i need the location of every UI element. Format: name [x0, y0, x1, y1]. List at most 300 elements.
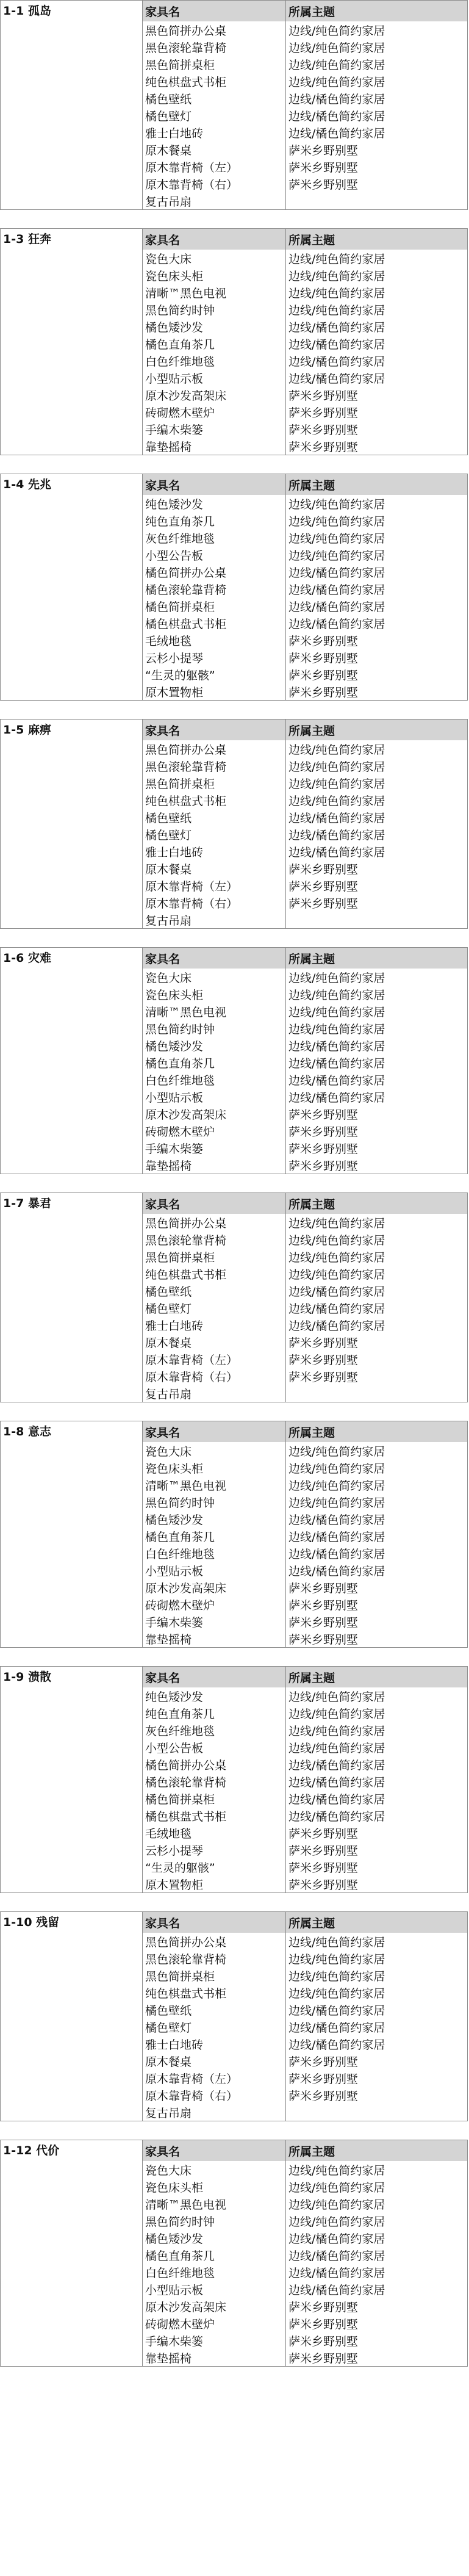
theme-cell: 萨米乡野别墅 — [288, 668, 359, 682]
theme-cell: 边线/纯色简约家居 — [288, 497, 385, 511]
theme-cell: 萨米乡野别墅 — [288, 634, 359, 648]
furniture-name-cell: 复古吊扇 — [145, 1387, 192, 1401]
column-divider — [285, 948, 286, 1174]
table-row — [143, 1510, 467, 1528]
furniture-name-cell: 原木沙发高架床 — [145, 2300, 227, 2314]
furniture-name-cell: 云杉小提琴 — [145, 651, 204, 665]
theme-cell: 边线/橘色简约家居 — [288, 109, 385, 123]
furniture-name-cell: 原木靠背椅（右） — [145, 1370, 238, 1384]
theme-cell: 萨米乡野别墅 — [288, 440, 359, 454]
theme-cell: 边线/纯色简约家居 — [288, 1445, 385, 1459]
theme-column-header: 所属主题 — [288, 1916, 335, 1930]
level-title: 1-4 先兆 — [3, 478, 51, 491]
furniture-name-cell: 原木靠背椅（左） — [145, 1353, 238, 1367]
table-row — [143, 1773, 467, 1790]
furniture-name-cell: 靠垫摇椅 — [145, 1159, 192, 1173]
furniture-column-header: 家具名 — [145, 1197, 181, 1211]
theme-cell: 边线/纯色简约家居 — [288, 971, 385, 985]
furniture-name-cell: 原木餐桌 — [145, 862, 192, 876]
column-divider — [142, 229, 143, 455]
table-header-row — [143, 1, 467, 21]
level-title: 1-7 暴君 — [3, 1197, 51, 1210]
theme-column-header: 所属主题 — [288, 1197, 335, 1211]
theme-cell: 边线/橘色简约家居 — [288, 828, 385, 842]
table-row — [143, 420, 467, 438]
column-divider — [142, 2140, 143, 2366]
theme-cell: 边线/橘色简约家居 — [288, 1758, 385, 1772]
theme-cell: 萨米乡野别墅 — [288, 879, 359, 893]
table-row — [143, 666, 467, 683]
table-row — [143, 1756, 467, 1773]
theme-cell: 边线/橘色简约家居 — [288, 1056, 385, 1070]
furniture-name-cell: 原木靠背椅（左） — [145, 2072, 238, 2086]
table-row — [143, 1476, 467, 1493]
furniture-name-cell: 原木置物柜 — [145, 1878, 204, 1892]
theme-cell: 萨米乡野别墅 — [288, 1353, 359, 1367]
furniture-name-cell: 纯色棋盘式书柜 — [145, 1268, 227, 1282]
theme-column-header: 所属主题 — [288, 5, 335, 19]
furniture-name-cell: 瓷色大床 — [145, 252, 192, 266]
furniture-name-cell: 纯色棋盘式书柜 — [145, 1986, 227, 2001]
column-divider — [285, 1912, 286, 2121]
theme-cell: 边线/纯色简约家居 — [288, 1935, 385, 1949]
theme-cell: 边线/纯色简约家居 — [288, 58, 385, 72]
theme-cell: 边线/纯色简约家居 — [288, 1707, 385, 1721]
table-row — [143, 158, 467, 175]
furniture-name-cell: 雅士白地砖 — [145, 126, 204, 140]
furniture-name-cell: 黑色简拼桌柜 — [145, 1969, 215, 1983]
theme-cell: 边线/橘色简约家居 — [288, 2249, 385, 2263]
column-divider — [285, 1421, 286, 1647]
theme-cell — [288, 2104, 465, 2121]
furniture-name-cell: 清晰™黑色电视 — [145, 286, 227, 300]
theme-cell: 边线/橘色简约家居 — [288, 2004, 385, 2018]
furniture-name-cell: 原木餐桌 — [145, 1336, 192, 1350]
table-row — [143, 2281, 467, 2298]
table-row — [143, 267, 467, 284]
theme-cell: 边线/纯色简约家居 — [288, 1268, 385, 1282]
table-header-row — [143, 720, 467, 740]
level-title: 1-12 代价 — [3, 2144, 60, 2157]
table-row — [143, 860, 467, 877]
theme-cell: 萨米乡野别墅 — [288, 862, 359, 876]
theme-column-header: 所属主题 — [288, 724, 335, 738]
theme-cell: 边线/纯色简约家居 — [288, 777, 385, 791]
table-row — [143, 38, 467, 56]
column-divider — [285, 1667, 286, 1892]
table-row — [143, 1722, 467, 1739]
table-header-row — [143, 1193, 467, 1214]
theme-cell — [288, 911, 465, 928]
table-row — [143, 1139, 467, 1156]
furniture-name-cell: 靠垫摇椅 — [145, 2351, 192, 2365]
theme-cell: 边线/纯色简约家居 — [288, 269, 385, 283]
column-divider — [285, 474, 286, 700]
table-row — [143, 546, 467, 563]
column-divider — [142, 1193, 143, 1402]
furniture-name-cell: 纯色直角茶几 — [145, 514, 215, 529]
furniture-name-cell: 白色纤维地毯 — [145, 1073, 215, 1088]
furniture-name-cell: 橘色壁纸 — [145, 92, 192, 106]
table-row — [143, 1231, 467, 1248]
furniture-name-cell: 雅士白地砖 — [145, 2038, 204, 2052]
furniture-name-cell: 橘色直角茶几 — [145, 1056, 215, 1070]
table-row — [143, 318, 467, 335]
theme-cell: 边线/纯色简约家居 — [288, 794, 385, 808]
table-row — [143, 1214, 467, 1231]
furniture-name-cell: 原木靠背椅（左） — [145, 879, 238, 893]
furniture-name-cell: 手编木柴篓 — [145, 423, 204, 437]
level-section — [0, 1911, 468, 2121]
table-row — [143, 1875, 467, 1892]
furniture-name-cell: 清晰™黑色电视 — [145, 1479, 227, 1493]
theme-cell: 边线/纯色简约家居 — [288, 1005, 385, 1019]
table-header-row — [143, 474, 467, 495]
furniture-name-cell: 黑色简拼办公桌 — [145, 24, 227, 38]
furniture-name-cell: 小型贴示板 — [145, 2283, 204, 2297]
theme-cell: 边线/橘色简约家居 — [288, 811, 385, 825]
table-row — [143, 1054, 467, 1071]
theme-cell: 萨米乡野别墅 — [288, 178, 359, 192]
theme-column-header: 所属主题 — [288, 478, 335, 492]
column-divider — [285, 2140, 286, 2366]
level-title: 1-5 麻痹 — [3, 723, 51, 737]
table-row — [143, 1351, 467, 1368]
table-row — [143, 438, 467, 455]
table-row — [143, 774, 467, 792]
theme-cell: 萨米乡野别墅 — [288, 161, 359, 175]
table-row — [143, 90, 467, 107]
table-row — [143, 21, 467, 38]
theme-cell: 边线/橘色简约家居 — [288, 1792, 385, 1806]
furniture-name-cell: 小型贴示板 — [145, 1564, 204, 1578]
table-row — [143, 1299, 467, 1316]
table-row — [143, 2018, 467, 2035]
furniture-name-cell: 小型贴示板 — [145, 372, 204, 386]
table-row — [143, 2298, 467, 2315]
furniture-name-cell: 砖砌燃木壁炉 — [145, 1125, 215, 1139]
table-row — [143, 2212, 467, 2229]
table-row — [143, 1967, 467, 1984]
level-title: 1-1 孤岛 — [3, 4, 51, 18]
theme-cell: 边线/橘色简约家居 — [288, 126, 385, 140]
furniture-name-cell: 复古吊扇 — [145, 2106, 192, 2120]
theme-cell: 萨米乡野别墅 — [288, 1633, 359, 1647]
theme-cell: 边线/橘色简约家居 — [288, 600, 385, 614]
theme-cell: 边线/纯色简约家居 — [288, 2215, 385, 2229]
table-row — [143, 1156, 467, 1174]
theme-cell: 萨米乡野别墅 — [288, 1615, 359, 1629]
column-divider — [142, 948, 143, 1174]
level-title: 1-8 意志 — [3, 1425, 51, 1438]
theme-cell — [288, 1385, 465, 1402]
theme-cell: 边线/橘色简约家居 — [288, 337, 385, 352]
table-row — [143, 986, 467, 1003]
table-row — [143, 1122, 467, 1139]
theme-cell: 萨米乡野别墅 — [288, 389, 359, 403]
furniture-name-cell: 瓷色大床 — [145, 971, 192, 985]
table-row — [143, 809, 467, 826]
table-row — [143, 1071, 467, 1088]
furniture-name-cell: 黑色简拼办公桌 — [145, 1935, 227, 1949]
table-row — [143, 403, 467, 420]
theme-cell: 萨米乡野别墅 — [288, 143, 359, 157]
table-row — [143, 1790, 467, 1807]
theme-cell: 萨米乡野别墅 — [288, 406, 359, 420]
theme-cell: 边线/纯色简约家居 — [288, 549, 385, 563]
table-row — [143, 1984, 467, 2001]
column-divider — [142, 1912, 143, 2121]
theme-column-header: 所属主题 — [288, 952, 335, 966]
theme-cell: 边线/橘色简约家居 — [288, 2021, 385, 2035]
furniture-name-cell: 手编木柴篓 — [145, 1615, 204, 1629]
furniture-name-cell: 原木沙发高架床 — [145, 1581, 227, 1595]
theme-cell: 边线/纯色简约家居 — [288, 2163, 385, 2177]
furniture-name-cell: 清晰™黑色电视 — [145, 1005, 227, 1019]
column-divider — [142, 1421, 143, 1647]
level-section — [0, 1192, 468, 1402]
level-section — [0, 228, 468, 455]
furniture-name-cell: “生灵的躯骸” — [145, 668, 215, 682]
furniture-name-cell: 黑色滚轮靠背椅 — [145, 1952, 227, 1966]
furniture-name-cell: 瓷色大床 — [145, 2163, 192, 2177]
theme-cell: 边线/橘色简约家居 — [288, 1073, 385, 1088]
theme-cell: 萨米乡野别墅 — [288, 1861, 359, 1875]
theme-cell: 边线/橘色简约家居 — [288, 320, 385, 334]
furniture-name-cell: 复古吊扇 — [145, 195, 192, 209]
furniture-name-cell: 原木靠背椅（右） — [145, 178, 238, 192]
column-divider — [142, 720, 143, 928]
furniture-name-cell: 黑色简拼办公桌 — [145, 1216, 227, 1230]
furniture-column-header: 家具名 — [145, 952, 181, 966]
table-row — [143, 911, 467, 928]
theme-cell: 边线/橘色简约家居 — [288, 1319, 385, 1333]
furniture-name-cell: 黑色简拼桌柜 — [145, 777, 215, 791]
furniture-name-cell: 雅士白地砖 — [145, 1319, 204, 1333]
furniture-name-cell: 橘色简拼桌柜 — [145, 600, 215, 614]
table-row — [143, 632, 467, 649]
theme-cell — [288, 192, 465, 209]
theme-cell: 萨米乡野别墅 — [288, 1827, 359, 1841]
furniture-name-cell: 原木置物柜 — [145, 685, 204, 699]
theme-cell: 萨米乡野别墅 — [288, 1598, 359, 1612]
table-row — [143, 2104, 467, 2121]
table-row — [143, 2195, 467, 2212]
theme-cell: 边线/纯色简约家居 — [288, 2181, 385, 2195]
table-row — [143, 1950, 467, 1967]
table-row — [143, 175, 467, 192]
table-header-row — [143, 2140, 467, 2161]
furniture-name-cell: 纯色矮沙发 — [145, 1690, 204, 1704]
level-title: 1-6 灾难 — [3, 951, 51, 965]
furniture-name-cell: 橘色壁纸 — [145, 2004, 192, 2018]
furniture-name-cell: 黑色简约时钟 — [145, 1022, 215, 1036]
furniture-name-cell: 纯色棋盘式书柜 — [145, 794, 227, 808]
table-row — [143, 1807, 467, 1824]
table-row — [143, 1088, 467, 1105]
table-row — [143, 56, 467, 73]
furniture-name-cell: 原木靠背椅（右） — [145, 2089, 238, 2103]
theme-cell: 边线/纯色简约家居 — [288, 514, 385, 529]
theme-cell: 萨米乡野别墅 — [288, 2055, 359, 2069]
theme-cell: 萨米乡野别墅 — [288, 1844, 359, 1858]
furniture-name-cell: 黑色简拼桌柜 — [145, 58, 215, 72]
theme-cell: 边线/橘色简约家居 — [288, 355, 385, 369]
furniture-name-cell: 原木沙发高架床 — [145, 1108, 227, 1122]
theme-cell: 萨米乡野别墅 — [288, 1336, 359, 1350]
theme-cell: 边线/纯色简约家居 — [288, 41, 385, 55]
theme-cell: 萨米乡野别墅 — [288, 2317, 359, 2331]
furniture-column-header: 家具名 — [145, 2145, 181, 2159]
furniture-name-cell: 橘色简拼桌柜 — [145, 1792, 215, 1806]
theme-column-header: 所属主题 — [288, 233, 335, 247]
theme-cell: 萨米乡野别墅 — [288, 2334, 359, 2348]
furniture-column-header: 家具名 — [145, 724, 181, 738]
table-header-row — [143, 1421, 467, 1442]
furniture-name-cell: 靠垫摇椅 — [145, 1633, 192, 1647]
table-row — [143, 2332, 467, 2349]
theme-cell: 边线/橘色简约家居 — [288, 1091, 385, 1105]
furniture-name-cell: 复古吊扇 — [145, 914, 192, 928]
furniture-name-cell: 黑色简约时钟 — [145, 2215, 215, 2229]
theme-cell: 边线/橘色简约家居 — [288, 2266, 385, 2280]
furniture-name-cell: 橘色矮沙发 — [145, 1513, 204, 1527]
furniture-name-cell: 砖砌燃木壁炉 — [145, 2317, 215, 2331]
furniture-column-header: 家具名 — [145, 1671, 181, 1685]
furniture-name-cell: 灰色纤维地毯 — [145, 532, 215, 546]
furniture-name-cell: “生灵的躯骸” — [145, 1861, 215, 1875]
furniture-name-cell: 小型贴示板 — [145, 1091, 204, 1105]
furniture-name-cell: 原木沙发高架床 — [145, 389, 227, 403]
theme-cell: 萨米乡野别墅 — [288, 2089, 359, 2103]
table-row — [143, 757, 467, 774]
table-row — [143, 1824, 467, 1841]
furniture-name-cell: 橘色壁纸 — [145, 811, 192, 825]
furniture-name-cell: 瓷色床头柜 — [145, 269, 204, 283]
furniture-name-cell: 橘色壁灯 — [145, 109, 192, 123]
table-row — [143, 1613, 467, 1630]
theme-cell: 边线/橘色简约家居 — [288, 1564, 385, 1578]
table-header-row — [143, 1667, 467, 1687]
theme-cell: 萨米乡野别墅 — [288, 897, 359, 911]
furniture-name-cell: 橘色壁灯 — [145, 1302, 192, 1316]
theme-cell: 边线/纯色简约家居 — [288, 1479, 385, 1493]
furniture-name-cell: 黑色滚轮靠背椅 — [145, 41, 227, 55]
furniture-name-cell: 黑色滚轮靠背椅 — [145, 1233, 227, 1247]
level-section — [0, 2140, 468, 2367]
table-row — [143, 495, 467, 512]
table-row — [143, 2264, 467, 2281]
table-row — [143, 1528, 467, 1545]
furniture-name-cell: 砖砌燃木壁炉 — [145, 1598, 215, 1612]
furniture-name-cell: 瓷色床头柜 — [145, 1462, 204, 1476]
furniture-name-cell: 清晰™黑色电视 — [145, 2198, 227, 2212]
furniture-name-cell: 黑色简约时钟 — [145, 303, 215, 317]
table-row — [143, 2229, 467, 2246]
theme-cell: 边线/纯色简约家居 — [288, 760, 385, 774]
theme-cell: 萨米乡野别墅 — [288, 1370, 359, 1384]
table-row — [143, 1739, 467, 1756]
furniture-name-cell: 雅士白地砖 — [145, 845, 204, 859]
theme-column-header: 所属主题 — [288, 2145, 335, 2159]
theme-cell: 边线/橘色简约家居 — [288, 617, 385, 631]
furniture-name-cell: 原木餐桌 — [145, 143, 192, 157]
table-row — [143, 1385, 467, 1402]
furniture-name-cell: 橘色滚轮靠背椅 — [145, 1775, 227, 1789]
theme-cell: 萨米乡野别墅 — [288, 2300, 359, 2314]
theme-cell: 边线/橘色简约家居 — [288, 1775, 385, 1789]
theme-cell: 萨米乡野别墅 — [288, 1159, 359, 1173]
level-section — [0, 474, 468, 701]
table-row — [143, 1265, 467, 1282]
theme-cell: 边线/纯色简约家居 — [288, 252, 385, 266]
furniture-name-cell: 砖砌燃木壁炉 — [145, 406, 215, 420]
furniture-name-cell: 原木靠背椅（右） — [145, 897, 238, 911]
theme-cell: 萨米乡野别墅 — [288, 651, 359, 665]
furniture-column-header: 家具名 — [145, 478, 181, 492]
theme-cell: 边线/纯色简约家居 — [288, 532, 385, 546]
furniture-name-cell: 白色纤维地毯 — [145, 1547, 215, 1561]
furniture-column-header: 家具名 — [145, 5, 181, 19]
level-section — [0, 947, 468, 1174]
furniture-name-cell: 毛绒地毯 — [145, 1827, 192, 1841]
furniture-name-cell: 纯色直角茶几 — [145, 1707, 215, 1721]
table-row — [143, 284, 467, 301]
table-row — [143, 73, 467, 90]
furniture-name-cell: 小型公告板 — [145, 549, 204, 563]
table-row — [143, 894, 467, 911]
level-section — [0, 1421, 468, 1648]
furniture-name-cell: 黑色简拼桌柜 — [145, 1250, 215, 1265]
theme-cell: 边线/纯色简约家居 — [288, 303, 385, 317]
level-title: 1-10 残留 — [3, 1916, 60, 1929]
theme-cell: 边线/纯色简约家居 — [288, 1250, 385, 1265]
theme-cell: 萨米乡野别墅 — [288, 1878, 359, 1892]
table-row — [143, 683, 467, 700]
table-row — [143, 1037, 467, 1054]
table-row — [143, 529, 467, 546]
column-divider — [285, 1193, 286, 1402]
furniture-name-cell: 橘色壁灯 — [145, 2021, 192, 2035]
theme-cell: 边线/纯色简约家居 — [288, 988, 385, 1002]
table-row — [143, 1248, 467, 1265]
column-divider — [285, 720, 286, 928]
column-divider — [285, 1, 286, 209]
table-row — [143, 1630, 467, 1647]
theme-cell: 边线/纯色简约家居 — [288, 75, 385, 89]
theme-cell: 萨米乡野别墅 — [288, 423, 359, 437]
theme-cell: 边线/橘色简约家居 — [288, 92, 385, 106]
furniture-name-cell: 瓷色床头柜 — [145, 988, 204, 1002]
table-row — [143, 2001, 467, 2018]
table-row — [143, 512, 467, 529]
table-row — [143, 580, 467, 597]
theme-cell: 边线/橘色简约家居 — [288, 566, 385, 580]
theme-cell: 边线/橘色简约家居 — [288, 1302, 385, 1316]
furniture-name-cell: 橘色矮沙发 — [145, 320, 204, 334]
table-row — [143, 1858, 467, 1875]
table-row — [143, 141, 467, 158]
theme-cell: 边线/橘色简约家居 — [288, 583, 385, 597]
theme-cell: 边线/纯色简约家居 — [288, 1952, 385, 1966]
table-row — [143, 2178, 467, 2195]
table-row — [143, 1282, 467, 1299]
theme-cell: 边线/纯色简约家居 — [288, 1741, 385, 1755]
furniture-name-cell: 橘色直角茶几 — [145, 2249, 215, 2263]
furniture-name-cell: 灰色纤维地毯 — [145, 1724, 215, 1738]
furniture-name-cell: 黑色简拼办公桌 — [145, 743, 227, 757]
table-row — [143, 1003, 467, 1020]
